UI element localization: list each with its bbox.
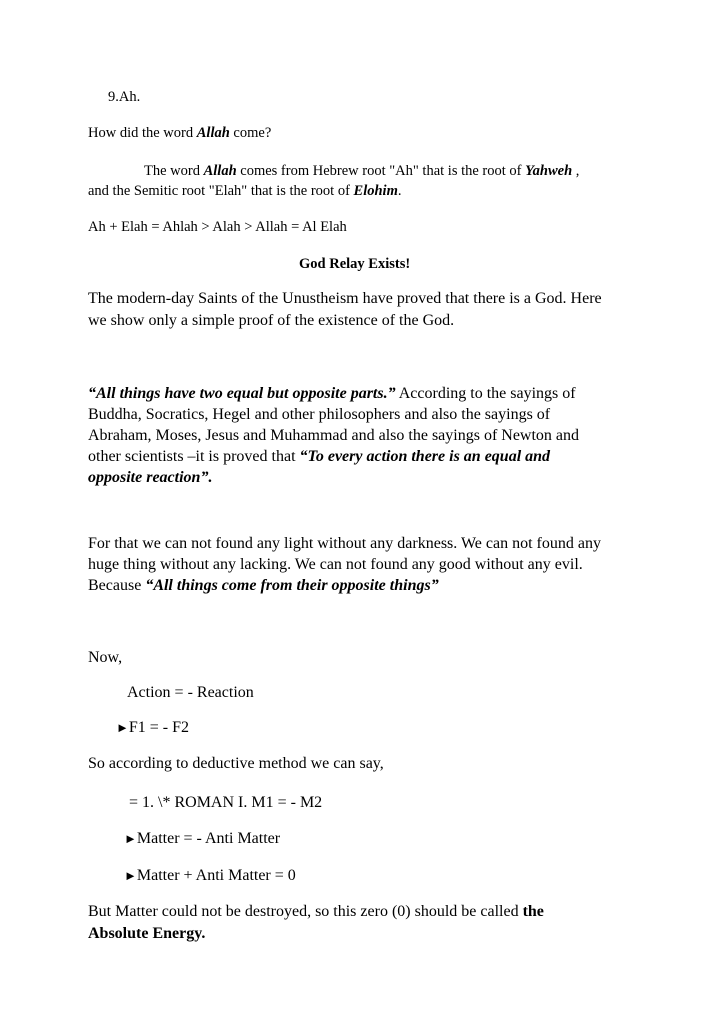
bullet-triangle-icon: ► [124,831,137,846]
section-heading: God Relay Exists! [299,256,411,272]
deductive-line: So according to deductive method we can say, [88,755,384,772]
para1-line-4 [88,446,550,468]
bullet-triangle-icon: ► [124,868,137,883]
para1-line-2: Buddha, Socratics, Hegel and other philosophers and also the sayings of [88,406,551,423]
now-label: Now, [88,649,123,666]
para1-line-3: Abraham, Moses, Jesus and Muhammad and also the sayings of Newton and [88,427,580,444]
equation-force [116,717,189,739]
equation-mass: = 1. \* ROMAN I. M1 = - M2 [129,794,323,811]
intro-line-1: The modern-day Saints of the Unustheism have proved that there is a God. Here [88,290,602,307]
question-pre: How did the word [88,125,197,141]
derivation-line: Ah + Elah = Ahlah > Alah > Allah = Al Elah [88,219,347,235]
origin-yahweh: Yahweh [525,163,573,179]
equation-matter-sum [124,865,296,887]
origin-text: and the Semitic root "Elah" that is the root of [88,183,354,199]
para1-text: other scientists –it is proved that [88,448,300,465]
question-post: come? [229,125,272,141]
conclusion-line-1 [88,901,544,923]
conclusion-text: But Matter could not be destroyed, so this zero (0) should be called [88,903,523,920]
equation-force-text: F1 = - F2 [128,719,190,736]
equation-action: Action = - Reaction [127,684,254,701]
conclusion-bold: the [522,903,544,920]
origin-text: The word [144,163,204,179]
origin-text: . [397,183,402,199]
question-allah: Allah [196,125,230,141]
origin-line-1 [144,160,579,182]
question-line [88,122,271,144]
para1-line-5: opposite reaction”. [88,469,213,486]
origin-text: , [572,163,580,179]
origin-line-2 [88,180,401,202]
intro-line-2: we show only a simple proof of the existence of the God. [88,312,455,329]
para2-line-1: For that we can not found any light without any darkness. We can not found any [88,535,601,552]
equation-matter-text: Matter = - Anti Matter [136,830,281,847]
bullet-triangle-icon: ► [116,720,129,735]
quote-action-reaction: “To every action there is an equal and [299,448,551,465]
section-number: 9.Ah. [108,89,141,105]
origin-elohim: Elohim [353,183,398,199]
equation-matter-sum-text: Matter + Anti Matter = 0 [136,867,296,884]
para1-text: According to the sayings of [395,385,576,402]
quote-opposite-parts: “All things have two equal but opposite parts.” [88,385,396,402]
equation-matter [124,828,280,850]
conclusion-line-2: Absolute Energy. [88,925,206,942]
quote-opposite-things: “All things come from their opposite things” [145,577,439,594]
para1-line-1 [88,383,576,405]
para2-line-3 [88,575,439,597]
para2-text: Because [88,577,146,594]
para2-line-2: huge thing without any lacking. We can not found any good without any evil. [88,556,583,573]
origin-text: comes from Hebrew root "Ah" that is the root of [236,163,526,179]
origin-allah: Allah [203,163,237,179]
